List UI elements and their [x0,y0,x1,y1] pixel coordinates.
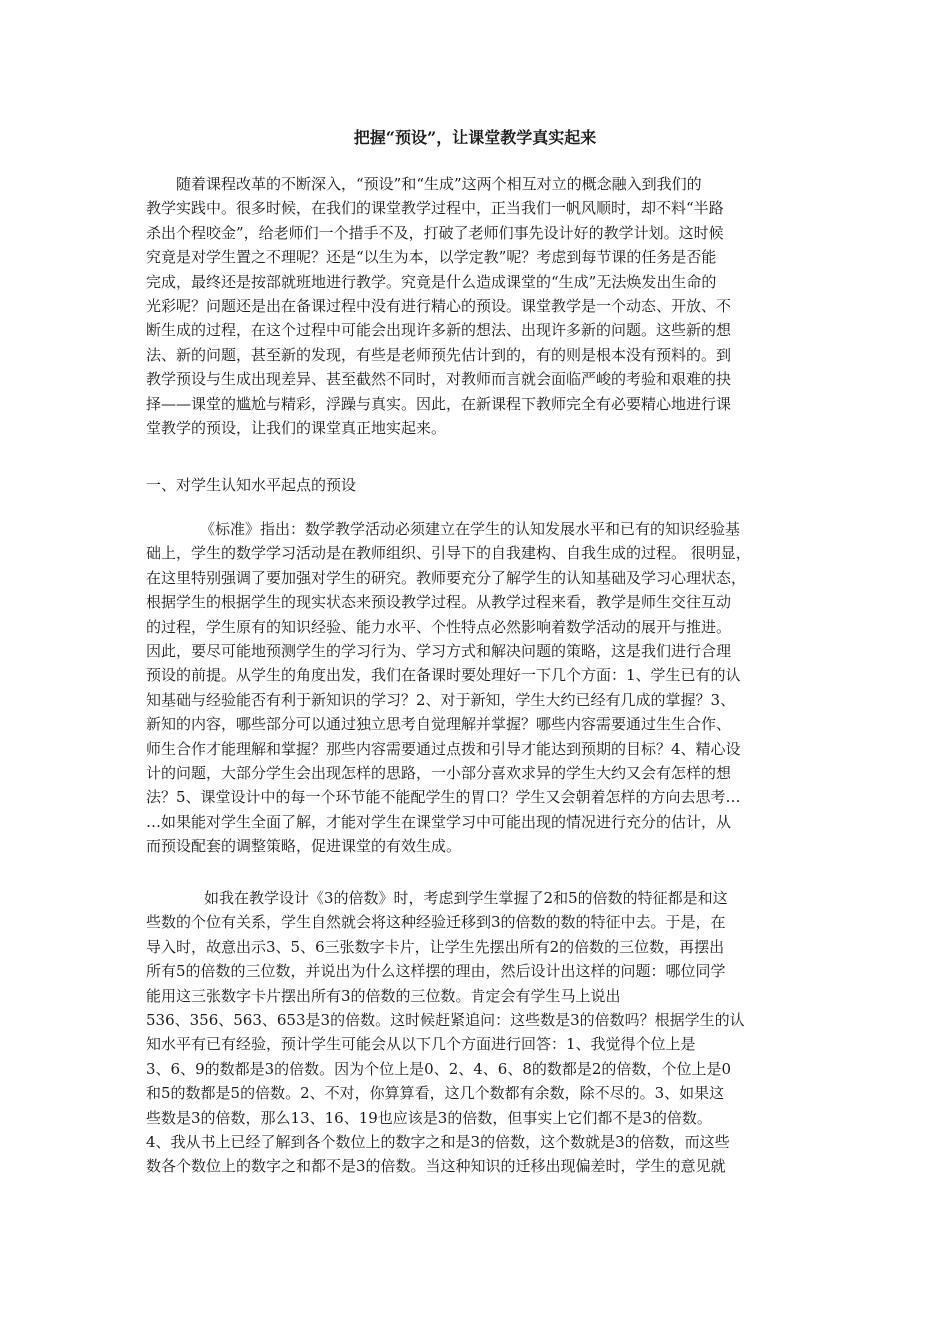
text-line: 数各个数位上的数字之和都不是3的倍数。当这种知识的迁移出现偏差时，学生的意见就 [146,1157,726,1176]
text-line: 因此，要尽可能地预测学生的学习行为、学习方式和解决问题的策略，这是我们进行合理 [146,642,732,661]
text-line: 法？5、课堂设计中的每一个环节能不能配学生的胃口？学生又会朝着怎样的方向去思考… [146,788,741,807]
text-line: 师生合作才能理解和掌握？那些内容需要通过点拨和引导才能达到预期的目标？4、精心设 [146,739,741,758]
text-line: 知基础与经验能否有利于新知识的学习？2、对于新知，学生大约已经有几成的掌握？3、 [146,690,736,709]
text-line: 些数是3的倍数，那么13、16、19也应该是3的倍数，但事实上它们都不是3的倍数。 [146,1108,712,1127]
text-line: 导入时，故意出示3、5、6三张数字卡片，让学生先摆出所有2的倍数的三位数，再摆出 [146,937,725,956]
text-line: 究竟是对学生置之不理呢？还是“以生为本，以学定教”呢？考虑到每节课的任务是否能 [146,248,717,267]
text-line: 预设的前提。从学生的角度出发，我们在备课时要处理好一下几个方面：1、学生已有的认 [146,666,741,685]
text-line: 4、我从书上已经了解到各个数位上的数字之和是3的倍数，这个数就是3的倍数，而这些 [146,1133,730,1152]
text-line: 知水平有已有经验，预计学生可能会从以下几个方面进行回答：1、我觉得个位上是 [146,1035,696,1054]
text-line: …如果能对学生全面了解，才能对学生在课堂学习中可能出现的情况进行充分的估计，从 [146,812,732,831]
text-line: 择——课堂的尴尬与精彩，浮躁与真实。因此，在新课程下教师完全有必要精心地进行课 [146,394,732,413]
text-line: 堂教学的预设，让我们的课堂真正地实起来。 [146,419,447,438]
text-line: 随着课程改革的不断深入，“预设”和“生成”这两个相互对立的概念融入到我们的 [176,175,702,193]
text-line: 完成，最终还是按部就班地进行教学。究竟是什么造成课堂的“生成”无法焕发出生命的 [146,272,717,291]
text-line: 的过程，学生原有的知识经验、能力水平、个性特点必然影响着数学活动的展开与推进。 [146,617,732,636]
text-line: 杀出个程咬金”，给老师们一个措手不及，打破了老师们事先设计好的教学计划。这时候 [146,223,724,242]
text-line: 所有5的倍数的三位数，并说出为什么这样摆的理由，然后设计出这样的问题：哪位同学 [146,962,726,981]
text-line: 能用这三张数字卡片摆出所有3的倍数的三位数。肯定会有学生马上说出 [146,986,621,1005]
text-line: 光彩呢？问题还是出在备课过程中没有进行精心的预设。课堂教学是一个动态、开放、不 [146,297,732,316]
text-line: 础上，学生的数学学习活动是在教师组织、引导下的自我建构、自我生成的过程。 很明显， [146,544,751,563]
paragraph-example [146,886,806,1179]
text-line: 法、新的问题，甚至新的发现，有些是老师预先估计到的，有的则是根本没有预料的。到 [146,345,732,364]
document-title: 把握“预设”，让课堂教学真实起来 [353,128,597,147]
text-line: 而预设配套的调整策略，促进课堂的有效生成。 [146,837,462,856]
text-line: 教学实践中。很多时候，在我们的课堂教学过程中，正当我们一帆风顺时，却不料“半路 [146,199,724,218]
text-line: 断生成的过程，在这个过程中可能会出现许多新的想法、出现许多新的问题。这些新的想 [146,321,732,340]
section-heading: 一、对学生认知水平起点的预设 [146,476,357,494]
text-line: 计的问题，大部分学生会出现怎样的思路，一小部分喜欢求异的学生大约又会有怎样的想 [146,764,732,783]
text-line: 在这里特别强调了要加强对学生的研究。教师要充分了解学生的认知基础及学习心理状态， [146,568,747,587]
paragraph-intro [146,172,806,440]
text-line: 《标准》指出：数学教学活动必须建立在学生的认知发展水平和已有的知识经验基 [200,520,741,538]
text-line: 3、6、9的数都是3的倍数。因为个位上是0、2、4、6、8的数都是2的倍数，个位上是0 [146,1059,731,1078]
paragraph-standard [146,517,806,859]
text-line: 如我在教学设计《3的倍数》时，考虑到学生掌握了2和5的倍数的特征都是和这 [204,889,728,907]
text-line: 教学预设与生成出现差异、甚至截然不同时，对教师而言就会面临严峻的考验和艰难的抉 [146,370,732,389]
text-line: 新知的内容，哪些部分可以通过独立思考自觉理解并掌握？哪些内容需要通过生生合作、 [146,715,732,734]
text-line: 根据学生的根据学生的现实状态来预设教学过程。从教学过程来看，教学是师生交往互动 [146,593,732,612]
text-line: 些数的个位有关系，学生自然就会将这种经验迁移到3的倍数的数的特征中去。于是，在 [146,913,726,932]
text-line: 536、356、563、653是3的倍数。这时候赶紧追问：这些数是3的倍数吗？根据学生的认 [146,1011,745,1030]
text-line: 和5的数都是5的倍数。2、不对，你算算看，这几个数都有余数，除不尽的。3、如果这 [146,1084,725,1103]
